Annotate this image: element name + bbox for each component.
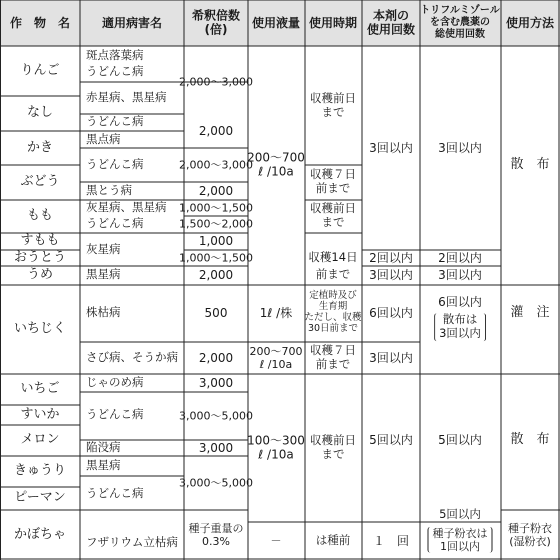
crop-sumomo: すもも xyxy=(20,233,60,249)
crop-ume: うめ xyxy=(26,267,54,283)
dilution-cell: 2,000 xyxy=(198,350,234,365)
crop-suika: すいか xyxy=(20,407,60,423)
method-cell: 散 布 xyxy=(510,157,550,173)
disease-cell: 黒星病 xyxy=(86,458,121,473)
timing-cell: 収穫前日 まで xyxy=(310,201,356,229)
total-cell: 5回以内 xyxy=(439,507,481,522)
total-cell-bracket: 種子粉衣は 1回以内 xyxy=(428,527,493,553)
total-cell: 3回以内 xyxy=(438,140,482,155)
method-cell: 散 布 xyxy=(510,432,550,448)
dilution-cell: 1,500～2,000 xyxy=(179,217,253,231)
disease-cell: 斑点落葉病 xyxy=(86,48,144,63)
timing-cell: 定植時及び 生育期 ただし、収穫 30日前まで xyxy=(304,290,362,334)
dilution-cell: 2,000～3,000 xyxy=(179,75,253,89)
dilution-cell: 1,000～1,500 xyxy=(179,201,253,215)
disease-cell: じゃのめ病 xyxy=(86,375,144,390)
disease-cell: うどんこ病 xyxy=(86,64,144,79)
dilution-cell: 2,000～3,000 xyxy=(179,158,253,172)
dilution-cell: 500 xyxy=(204,305,228,320)
volume-cell: － xyxy=(270,534,282,548)
crop-ichigo: いちご xyxy=(20,381,60,397)
total-cell: 3回以内 xyxy=(438,267,482,282)
header-dilution: 希釈倍数 (倍) xyxy=(191,8,241,37)
count-cell: 2回以内 xyxy=(369,250,413,265)
crop-kyuuri: きゅうり xyxy=(13,463,67,479)
timing-cell: 前まで xyxy=(315,267,351,282)
count-cell: 5回以内 xyxy=(369,432,413,447)
disease-cell: うどんこ病 xyxy=(86,486,144,501)
crop-ichijiku: いちじく xyxy=(13,321,67,337)
volume-cell: 100～300 ℓ /10a xyxy=(247,433,305,462)
timing-cell: 収穫前日 まで xyxy=(310,91,356,119)
crop-ringo: りんご xyxy=(20,63,60,79)
dilution-cell: 2,000 xyxy=(198,183,234,198)
crop-kaki: かき xyxy=(26,140,54,156)
disease-cell: 黒点病 xyxy=(86,132,121,147)
header-timing: 使用時期 xyxy=(308,15,358,30)
disease-cell: 灰星病、黒星病 xyxy=(86,200,167,215)
dilution-cell: 3,000～5,000 xyxy=(179,476,253,490)
timing-cell: は種前 xyxy=(315,533,351,548)
disease-cell: うどんこ病 xyxy=(86,407,144,422)
header-total: トリフルミゾール を含む農薬の 総使用回数 xyxy=(420,5,500,40)
crop-budou: ぶどう xyxy=(20,174,60,190)
count-cell: 3回以内 xyxy=(369,140,413,155)
method-cell: 種子粉衣 (湿粉衣) xyxy=(508,521,552,548)
disease-cell: さび病、そうか病 xyxy=(86,350,178,365)
header-volume: 使用液量 xyxy=(251,15,301,30)
dilution-cell: 2,000 xyxy=(198,123,234,138)
disease-cell: うどんこ病 xyxy=(86,157,144,172)
dilution-cell: 3,000～5,000 xyxy=(179,409,253,423)
crop-kabocha: かぼちゃ xyxy=(13,527,67,543)
count-cell: 6回以内 xyxy=(369,305,413,320)
total-cell: 5回以内 xyxy=(438,432,482,447)
timing-cell: 収穫前日 まで xyxy=(310,433,356,461)
dilution-cell: 1,000 xyxy=(198,233,234,248)
timing-cell: 収穫14日 xyxy=(308,250,358,265)
header-count: 本剤の 使用回数 xyxy=(366,8,416,37)
dilution-cell: 3,000 xyxy=(198,440,234,455)
count-cell: 3回以内 xyxy=(369,267,413,282)
total-cell-bracket: 散布は 3回以内 xyxy=(434,313,486,341)
header-crop: 作 物 名 xyxy=(9,15,71,30)
crop-nashi: なし xyxy=(26,105,54,121)
count-cell: １ 回 xyxy=(372,533,410,548)
disease-cell: うどんこ病 xyxy=(86,114,144,129)
dilution-cell: 1,000～1,500 xyxy=(179,251,253,265)
timing-cell: 収穫７日 前まで xyxy=(310,167,356,195)
crop-piman: ピーマン xyxy=(14,490,66,506)
disease-cell: 黒星病 xyxy=(86,267,121,282)
timing-cell: 収穫７日 前まで xyxy=(310,343,356,371)
volume-cell: 1ℓ /株 xyxy=(259,305,293,320)
crop-momo: もも xyxy=(26,208,54,224)
disease-cell: 陥没病 xyxy=(86,440,121,455)
disease-cell: 株枯病 xyxy=(86,305,121,320)
volume-cell: 200～700 ℓ /10a xyxy=(249,344,303,371)
header-disease: 適用病害名 xyxy=(101,15,163,30)
dilution-cell: 種子重量の 0.3% xyxy=(188,521,244,548)
disease-cell: うどんこ病 xyxy=(86,216,144,231)
method-cell: 灌 注 xyxy=(510,305,550,321)
total-cell: 6回以内 xyxy=(438,294,482,309)
crop-outou: おうとう xyxy=(13,250,67,266)
disease-cell: フザリウム立枯病 xyxy=(86,535,178,550)
dilution-cell: 3,000 xyxy=(198,375,234,390)
count-cell: 3回以内 xyxy=(369,350,413,365)
crop-melon: メロン xyxy=(20,432,60,448)
disease-cell: 黒とう病 xyxy=(86,183,132,198)
disease-cell: 灰星病 xyxy=(86,242,121,257)
disease-cell: 赤星病、黒星病 xyxy=(86,90,167,105)
total-cell: 2回以内 xyxy=(438,250,482,265)
volume-cell: 200～700 ℓ /10a xyxy=(247,150,305,179)
dilution-cell: 2,000 xyxy=(198,267,234,282)
header-method: 使用方法 xyxy=(505,15,555,30)
